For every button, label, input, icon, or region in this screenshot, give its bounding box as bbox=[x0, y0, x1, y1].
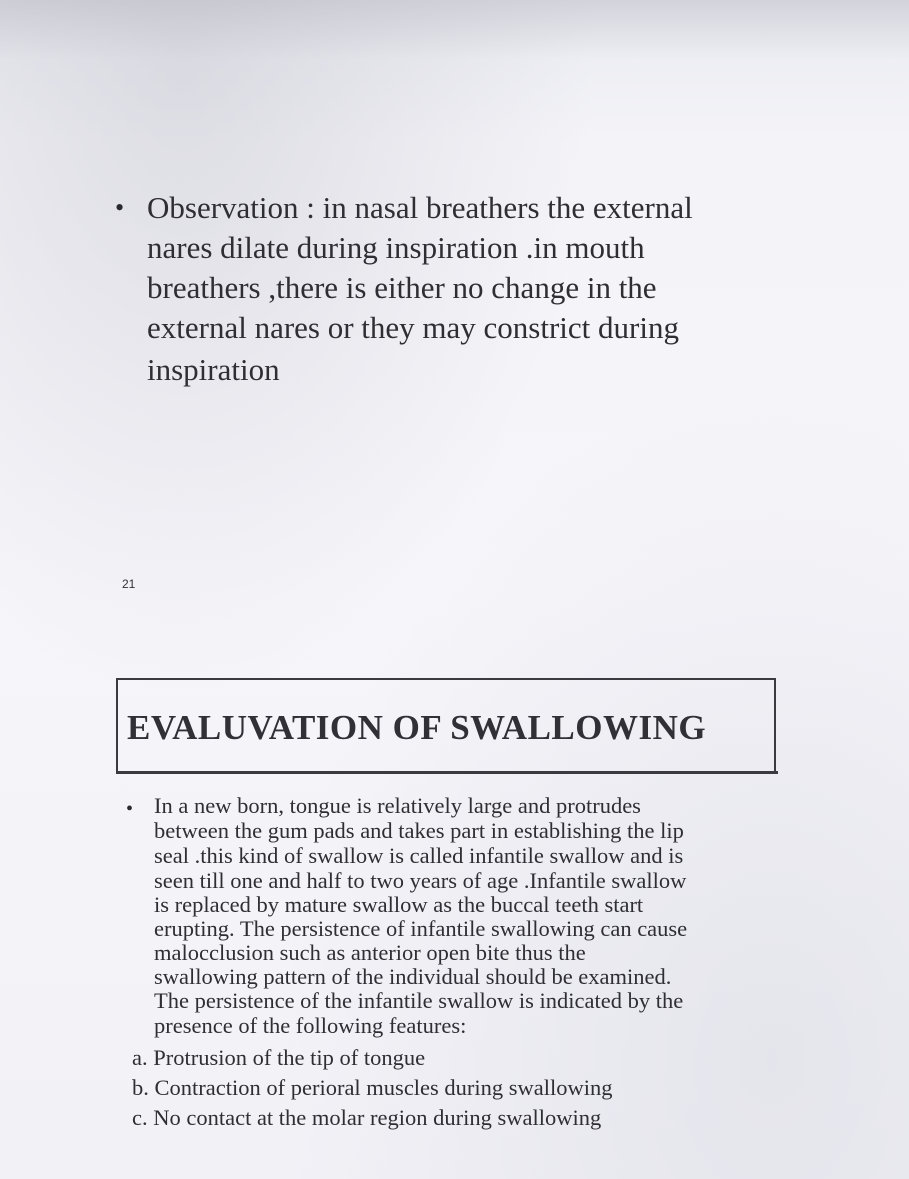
paragraph-line: between the gum pads and takes part in establishing the lip bbox=[154, 818, 684, 843]
paragraph-line: swallowing pattern of the individual should be examined. bbox=[154, 964, 672, 989]
paragraph-line: presence of the following features: bbox=[154, 1013, 467, 1038]
paragraph-line: is replaced by mature swallow as the buccal teeth start bbox=[154, 892, 644, 917]
observation-bullet: • bbox=[115, 193, 125, 222]
paragraph-line: seen till one and half to two years of age .Infantile swallow bbox=[154, 868, 687, 893]
feature-item: c. No contact at the molar region during swallowing bbox=[132, 1105, 602, 1130]
section-heading: EVALUVATION OF SWALLOWING bbox=[127, 708, 707, 747]
paragraph-line: seal .this kind of swallow is called infantile swallow and is bbox=[154, 843, 684, 868]
paragraph-line: The persistence of the infantile swallow is indicated by the bbox=[154, 988, 684, 1013]
observation-line: nares dilate during inspiration .in mouth bbox=[147, 230, 645, 265]
paragraph-line: malocclusion such as anterior open bite thus the bbox=[154, 940, 586, 965]
swallowing-bullet: • bbox=[126, 798, 134, 820]
feature-item: b. Contraction of perioral muscles during swallowing bbox=[132, 1075, 613, 1100]
heading-underline bbox=[116, 771, 778, 774]
observation-line: Observation : in nasal breathers the external bbox=[147, 190, 693, 225]
scan-shadow bbox=[0, 0, 909, 60]
observation-line: inspiration bbox=[147, 352, 280, 387]
section-heading-box bbox=[116, 678, 776, 774]
observation-line: breathers ,there is either no change in the bbox=[147, 270, 657, 305]
feature-item: a. Protrusion of the tip of tongue bbox=[132, 1045, 426, 1070]
paragraph-line: In a new born, tongue is relatively large and protrudes bbox=[154, 793, 641, 818]
observation-line: external nares or they may constrict during bbox=[147, 310, 679, 345]
page-number: 21 bbox=[122, 577, 136, 591]
paragraph-line: erupting. The persistence of infantile swallowing can cause bbox=[154, 916, 688, 941]
